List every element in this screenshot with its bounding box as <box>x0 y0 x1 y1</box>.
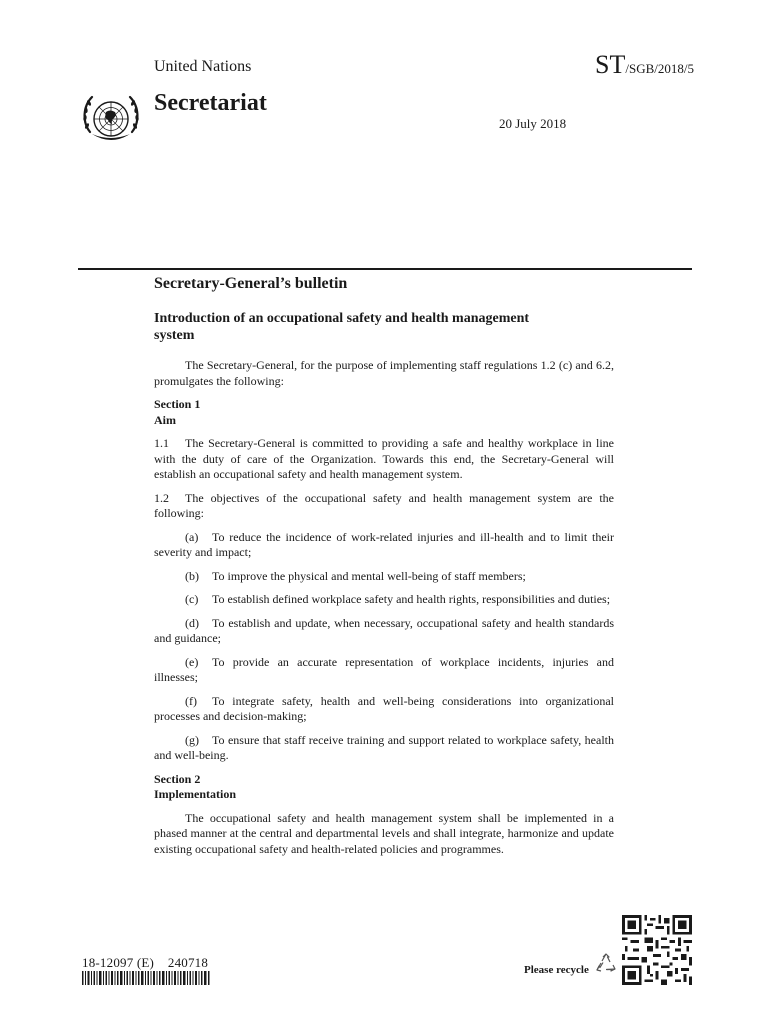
section-1-heading <box>154 397 614 428</box>
recycle-icon <box>594 952 618 976</box>
job-number: 18-12097 (E) 240718 <box>82 955 209 970</box>
document-body <box>154 358 614 865</box>
list-item-text: To improve the physical and mental well-being of staff members; <box>212 568 526 583</box>
paragraph-text: The objectives of the occupational safety and health management system are the following: <box>154 490 614 520</box>
list-item <box>154 592 614 608</box>
list-item-label: (b) <box>185 568 199 583</box>
list-item <box>154 733 614 764</box>
qr-code-icon <box>622 915 692 985</box>
document-title: Introduction of an occupational safety and health management system <box>154 311 530 343</box>
header-rule <box>78 268 692 270</box>
paragraph-1-1 <box>154 436 614 483</box>
list-item <box>154 694 614 725</box>
list-item <box>154 616 614 647</box>
paragraph-number: 1.1 <box>154 436 169 450</box>
list-item-label: (f) <box>185 693 197 708</box>
list-item-text: To establish and update, when necessary, occupational safety and health standards and guidance; <box>154 615 614 645</box>
list-item-label: (c) <box>185 592 199 606</box>
document-symbol-main: ST <box>595 50 626 79</box>
intro-paragraph: The Secretary-General, for the purpose of implementing staff regulations 1.2 (c) and 6.2, promulgates the following: <box>154 358 614 388</box>
document-symbol-rest: /SGB/2018/5 <box>625 61 694 76</box>
section-2-paragraph: The occupational safety and health management system shall be implemented in a phased manner at the central and departmental levels and shall integrate, harmonize and update existing occupational safety and health-related policies and programmes. <box>154 810 614 856</box>
paragraph-1-2 <box>154 491 614 522</box>
section-2-heading <box>154 772 614 803</box>
recycle-label: Please recycle <box>524 964 589 976</box>
list-item-label: (a) <box>185 529 199 544</box>
list-item-label: (e) <box>185 654 199 669</box>
list-item <box>154 569 614 585</box>
paragraph-number: 1.2 <box>154 490 169 505</box>
section-1-label: Section 1 <box>154 397 201 411</box>
section-1-title: Aim <box>154 412 176 427</box>
list-item-text: To ensure that staff receive training and support related to workplace safety, health and well-being. <box>154 732 614 762</box>
list-item <box>154 655 614 686</box>
section-2-title: Implementation <box>154 787 236 801</box>
list-item-label: (d) <box>185 615 199 630</box>
section-2-label: Section 2 <box>154 771 201 786</box>
org-name: United Nations <box>154 58 252 75</box>
un-emblem-icon <box>78 88 144 154</box>
paragraph-text: The Secretary-General is committed to providing a safe and healthy workplace in line with the duty of care of the Organization. Towards this end, the Secretary-General will establish an occupational safety and health management system. <box>154 436 614 481</box>
list-item <box>154 530 614 561</box>
list-item-text: To integrate safety, health and well-being considerations into organizational processes and decision-making; <box>154 693 614 723</box>
barcode-icon <box>82 971 210 985</box>
list-item-label: (g) <box>185 732 199 747</box>
document-date: 20 July 2018 <box>499 116 567 131</box>
list-item-text: To reduce the incidence of work-related injuries and ill-health and to limit their severity and impact; <box>154 529 614 559</box>
list-item-text: To establish defined workplace safety and health rights, responsibilities and duties; <box>212 592 611 606</box>
document-type: Secretary-General’s bulletin <box>154 275 348 292</box>
document-symbol <box>595 50 694 80</box>
organ-name: Secretariat <box>154 90 267 116</box>
list-item-text: To provide an accurate representation of workplace incidents, injuries and illnesses; <box>154 654 614 684</box>
